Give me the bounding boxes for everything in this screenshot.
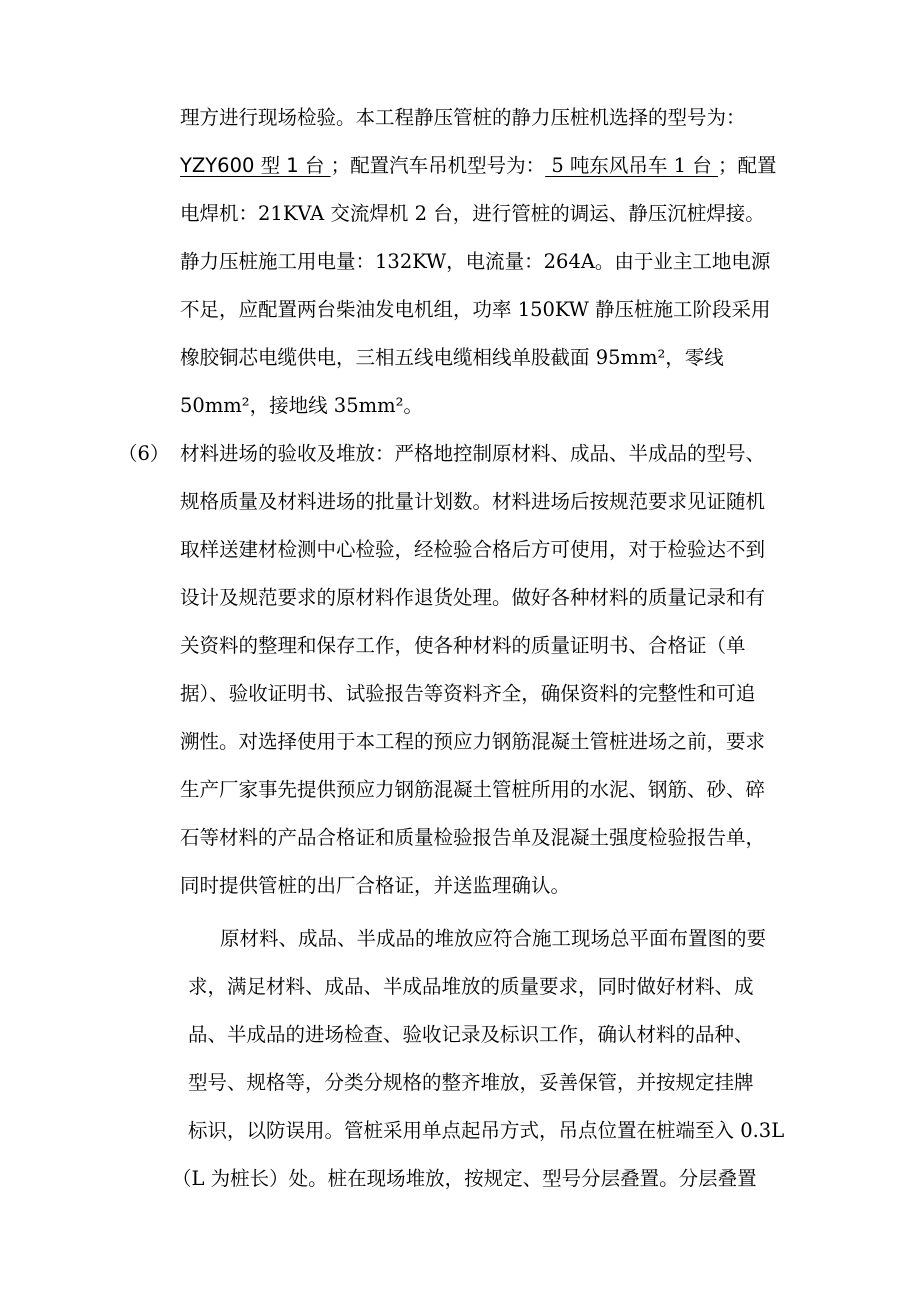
text-line: 设计及规范要求的原材料作退货处理。做好各种材料的质量记录和有 (180, 586, 766, 609)
text-line: 50mm²，接地线 35mm²。 (180, 394, 423, 417)
text-line: 关资料的整理和保存工作，使各种材料的质量证明书、合格证（单 (180, 634, 746, 657)
text-line: （L 为桩长）处。桩在现场堆放，按规定、型号分层叠置。分层叠置 (172, 1167, 757, 1190)
pile-driver-model-value: YZY600 型 1 台 (180, 154, 331, 177)
text-line: 不足，应配置两台柴油发电机组，功率 150KW 静压桩施工阶段采用 (180, 298, 771, 321)
text-line: 理方进行现场检验。本工程静压管桩的静力压桩机选择的型号为： (180, 106, 746, 129)
list-marker: （6） (118, 442, 170, 465)
text-line: 静力压桩施工用电量：132KW，电流量：264A。由于业主工地电源 (180, 250, 771, 273)
text-line: 品、半成品的进场检查、验收记录及标识工作，确认材料的品种、 (188, 1023, 754, 1046)
text-line: 求，满足材料、成品、半成品堆放的质量要求，同时做好材料、成 (188, 975, 754, 998)
text-line: 据）、验收证明书、试验报告等资料齐全，确保资料的完整性和可追 (180, 682, 756, 705)
text-line: 规格质量及材料进场的批量计划数。材料进场后按规范要求见证随机 (180, 490, 766, 513)
text-line: 石等材料的产品合格证和质量检验报告单及混凝土强度检验报告单， (180, 826, 766, 849)
text-line: 橡胶铜芯电缆供电，三相五线电缆相线单股截面 95mm²，零线 (180, 346, 724, 369)
text-line (180, 151, 776, 181)
text-line: 溯性。对选择使用于本工程的预应力钢筋混凝土管桩进场之前，要求 (180, 730, 766, 753)
text-span: ；配置 (717, 154, 777, 177)
text-line: 生产厂家事先提供预应力钢筋混凝土管桩所用的水泥、钢筋、砂、碎 (180, 778, 766, 801)
text-line: 型号、规格等，分类分规格的整齐堆放，妥善保管，并按规定挂牌 (188, 1071, 754, 1094)
crane-model-value: 5 吨东风吊车 1 台 (545, 154, 718, 177)
text-line: 同时提供管桩的出厂合格证，并送监理确认。 (180, 874, 571, 897)
text-line: 取样送建材检测中心检验，经检验合格后方可使用，对于检验达不到 (180, 538, 766, 561)
text-line: 原材料、成品、半成品的堆放应符合施工现场总平面布置图的要 (220, 927, 767, 950)
text-line: 材料进场的验收及堆放：严格地控制原材料、成品、半成品的型号、 (180, 442, 766, 465)
text-line: 标识，以防误用。管桩采用单点起吊方式，吊点位置在桩端至入 0.3L (188, 1119, 785, 1142)
text-span: ；配置汽车吊机型号为： (330, 154, 546, 177)
text-line: 电焊机：21KVA 交流焊机 2 台，进行管桩的调运、静压沉桩焊接。 (180, 202, 765, 225)
